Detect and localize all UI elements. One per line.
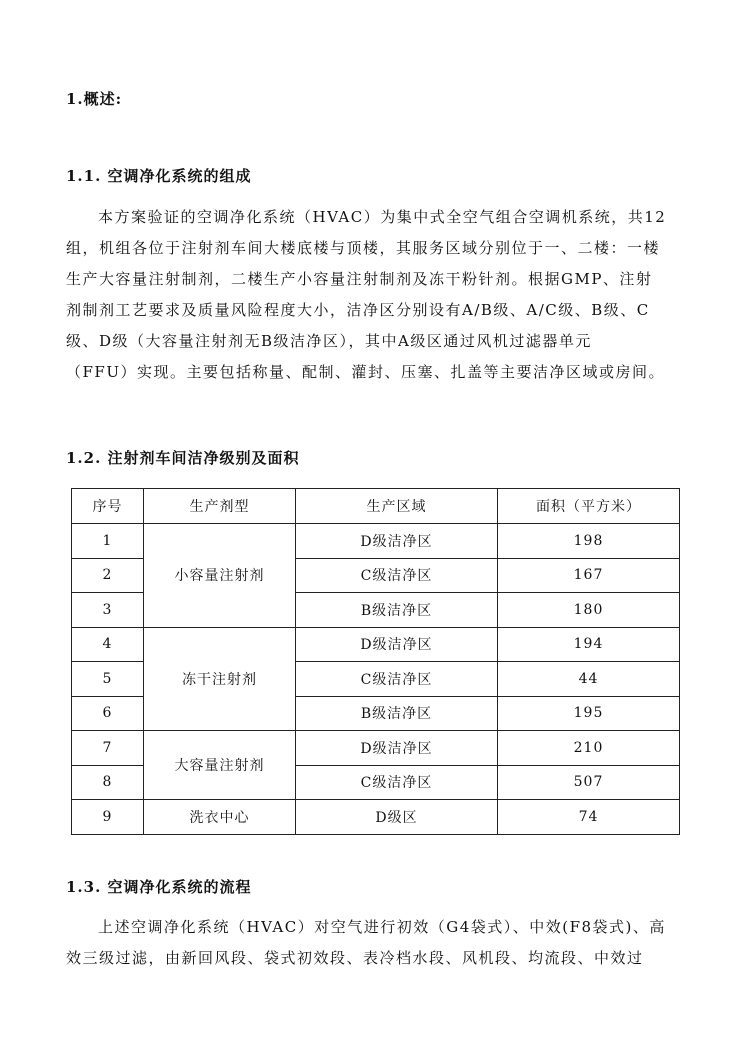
cell-zone: B级洁净区 [296,696,498,731]
cell-area: 74 [498,800,680,835]
cell-area: 507 [498,765,680,800]
cell-zone: B级洁净区 [296,593,498,628]
table-row [72,524,680,559]
cell-area: 44 [498,662,680,697]
cell-no: 1 [72,524,144,559]
cell-no: 8 [72,765,144,800]
paragraph-hvac-composition [66,202,686,388]
cell-no: 6 [72,696,144,731]
header-dosage-form: 生产剂型 [144,489,296,524]
cell-dosage-form: 小容量注射剂 [144,524,296,628]
cell-no: 5 [72,662,144,697]
table-row [72,731,680,766]
cell-no: 3 [72,593,144,628]
cell-area: 198 [498,524,680,559]
cell-zone: C级洁净区 [296,662,498,697]
cell-no: 9 [72,800,144,835]
paragraph-line: （FFU）实现。主要包括称量、配制、灌封、压塞、扎盖等主要洁净区域或房间。 [66,363,665,381]
cleanroom-area-table [71,488,680,835]
paragraph-line: 效三级过滤，由新回风段、袋式初效段、表冷档水段、风机段、均流段、中效过 [66,949,644,967]
table-header-row [72,489,680,524]
cell-zone: C级洁净区 [296,558,498,593]
cell-area: 180 [498,593,680,628]
cell-area: 195 [498,696,680,731]
cell-dosage-form: 冻干注射剂 [144,627,296,731]
paragraph-line: 生产大容量注射制剂，二楼生产小容量注射制剂及冻干粉针剂。根据GMP、注射 [66,270,653,288]
cell-area: 194 [498,627,680,662]
section-heading-1-2: 1.2. 注射剂车间洁净级别及面积 [66,449,300,467]
cell-zone: D级区 [296,800,498,835]
section-heading-1-3: 1.3. 空调净化系统的流程 [66,878,252,896]
cell-zone: D级洁净区 [296,627,498,662]
paragraph-line: 剂制剂工艺要求及质量风险程度大小，洁净区分别设有A/B级、A/C级、B级、C [66,301,650,319]
paragraph-line: 上述空调净化系统（HVAC）对空气进行初效（G4袋式）、中效(F8袋式)、高 [98,918,666,936]
table-row [72,627,680,662]
cell-no: 7 [72,731,144,766]
cell-area: 210 [498,731,680,766]
paragraph-line: 本方案验证的空调净化系统（HVAC）为集中式全空气组合空调机系统，共12 [98,208,667,226]
header-no: 序号 [72,489,144,524]
section-heading-1: 1.概述: [66,90,123,108]
cell-dosage-form: 大容量注射剂 [144,731,296,800]
cell-zone: D级洁净区 [296,731,498,766]
paragraph-line: 级、D级（大容量注射剂无B级洁净区），其中A级区通过风机过滤器单元 [66,332,592,350]
cell-zone: D级洁净区 [296,524,498,559]
header-area: 面积（平方米） [498,489,680,524]
cell-no: 4 [72,627,144,662]
header-zone: 生产区域 [296,489,498,524]
cell-dosage-form: 洗衣中心 [144,800,296,835]
paragraph-line: 组，机组各位于注射剂车间大楼底楼与顶楼，其服务区域分别位于一、二楼：一楼 [66,239,661,257]
table-row [72,800,680,835]
cell-no: 2 [72,558,144,593]
cell-area: 167 [498,558,680,593]
paragraph-hvac-process [66,912,686,974]
section-heading-1-1: 1.1. 空调净化系统的组成 [66,167,252,185]
cell-zone: C级洁净区 [296,765,498,800]
